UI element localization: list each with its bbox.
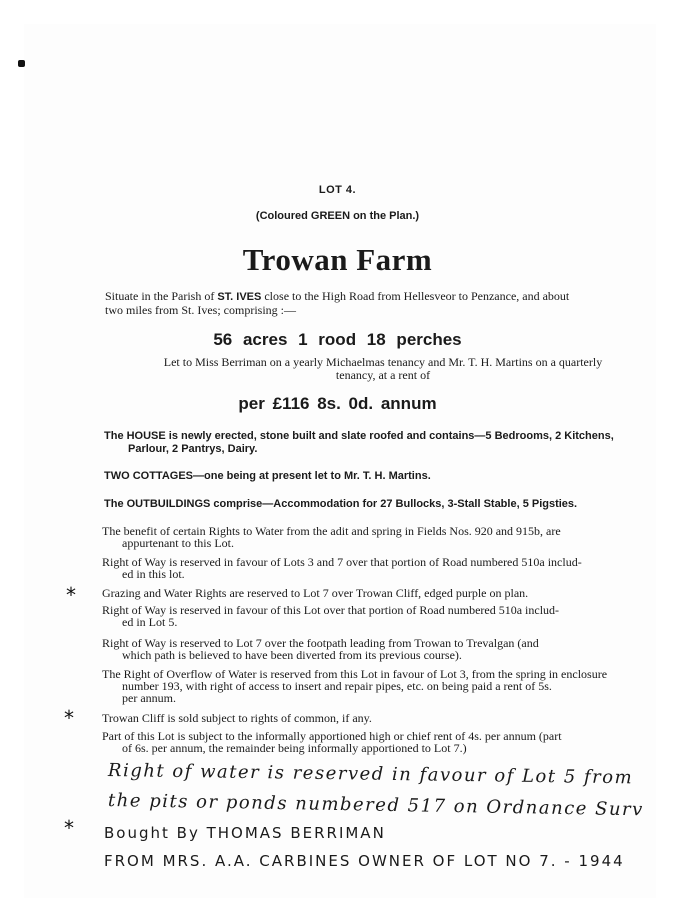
clause-line: appurtenant to this Lot. (122, 536, 234, 550)
clause-line: number 193, with right of access to insert and repair pipes, etc. on being paid a rent of 5s. (122, 679, 552, 693)
clause-footpath (102, 637, 655, 661)
house-line1: The HOUSE is newly erected, stone built and slate roofed and contains—5 Bedrooms, 2 Kitchens, (104, 430, 614, 442)
clause-water-rights (102, 525, 655, 549)
situate-parish: ST. IVES (217, 291, 262, 303)
asterisk-mark: * (66, 583, 76, 607)
outbuildings-paragraph: The OUTBUILDINGS comprise—Accommodation for 27 Bullocks, 3-Stall Stable, 5 Pigsties. (104, 498, 578, 510)
handwritten-note-line3: Bought By THOMAS BERRIMAN (104, 824, 386, 842)
clause-line: which path is believed to have been diverted from its previous course). (122, 648, 462, 662)
clause-line: Grazing and Water Rights are reserved to Lot 7 over Trowan Cliff, edged purple on plan. (102, 586, 529, 600)
clause-line: Right of Way is reserved in favour of Lots 3 and 7 over that portion of Road numbered 510a includ- (102, 555, 582, 569)
lot-colour-note: (Coloured GREEN on the Plan.) (255, 210, 420, 222)
rent-heading: per £116 8s. 0d. annum (238, 394, 437, 413)
clause-line: The benefit of certain Rights to Water from the adit and spring in Fields Nos. 920 and 915b, are (102, 524, 561, 538)
clause-line: per annum. (122, 691, 176, 705)
situate-suffix: close to the High Road from Hellesveor to Penzance, and about (261, 289, 570, 303)
clause-line: Right of Way is reserved to Lot 7 over the footpath leading from Trowan to Trevalgan (and (102, 636, 539, 650)
clause-overflow (102, 668, 655, 704)
area-heading: 56 acres 1 rood 18 perches (213, 330, 462, 349)
clause-line: Trowan Cliff is sold subject to rights of common, if any. (102, 711, 372, 725)
clause-common (102, 712, 655, 724)
handwritten-note-line2: the pits or ponds numbered 517 on Ordnance Surv (107, 790, 644, 821)
house-paragraph (104, 430, 660, 456)
property-title: Trowan Farm (242, 242, 433, 277)
lot-number: LOT 4. (318, 184, 357, 196)
clause-line: ed in this lot. (122, 567, 185, 581)
handwritten-note-line1: Right of water is reserved in favour of Lot 5 from (107, 760, 634, 789)
clause-line: The Right of Overflow of Water is reserved from this Lot in favour of Lot 3, from the spring in enclosure (102, 667, 608, 681)
house-line2: Parlour, 2 Pantrys, Dairy. (128, 443, 258, 455)
scan-mark (18, 60, 25, 67)
cottages-paragraph: TWO COTTAGES—one being at present let to Mr. T. H. Martins. (104, 470, 431, 482)
clause-line: Right of Way is reserved in favour of this Lot over that portion of Road numbered 510a includ- (102, 603, 560, 617)
clause-right-of-way-this-lot (102, 604, 655, 628)
clause-grazing (102, 587, 655, 599)
situate-prefix: Situate in the Parish of (105, 289, 218, 303)
clause-right-of-way-lots-3-7 (102, 556, 655, 580)
let-to-paragraph (128, 356, 638, 382)
situate-paragraph (105, 290, 657, 317)
let-to-line1: Let to Miss Berriman on a yearly Michaelmas tenancy and Mr. T. H. Martins on a quarterly (163, 355, 603, 369)
asterisk-mark: * (64, 706, 74, 730)
clause-line: Part of this Lot is subject to the informally apportioned high or chief rent of 4s. per annum (part (102, 729, 562, 743)
clause-line: ed in Lot 5. (122, 615, 178, 629)
let-to-line2: tenancy, at a rent of (335, 368, 431, 382)
clause-chief-rent (102, 730, 655, 754)
clause-line: of 6s. per annum, the remainder being informally apportioned to Lot 7.) (122, 741, 467, 755)
handwritten-note-line4: FROM MRS. A.A. CARBINES OWNER OF LOT NO 7. - 1944 (104, 852, 625, 870)
situate-line2: two miles from St. Ives; comprising :— (105, 303, 296, 317)
asterisk-mark: * (64, 816, 74, 840)
